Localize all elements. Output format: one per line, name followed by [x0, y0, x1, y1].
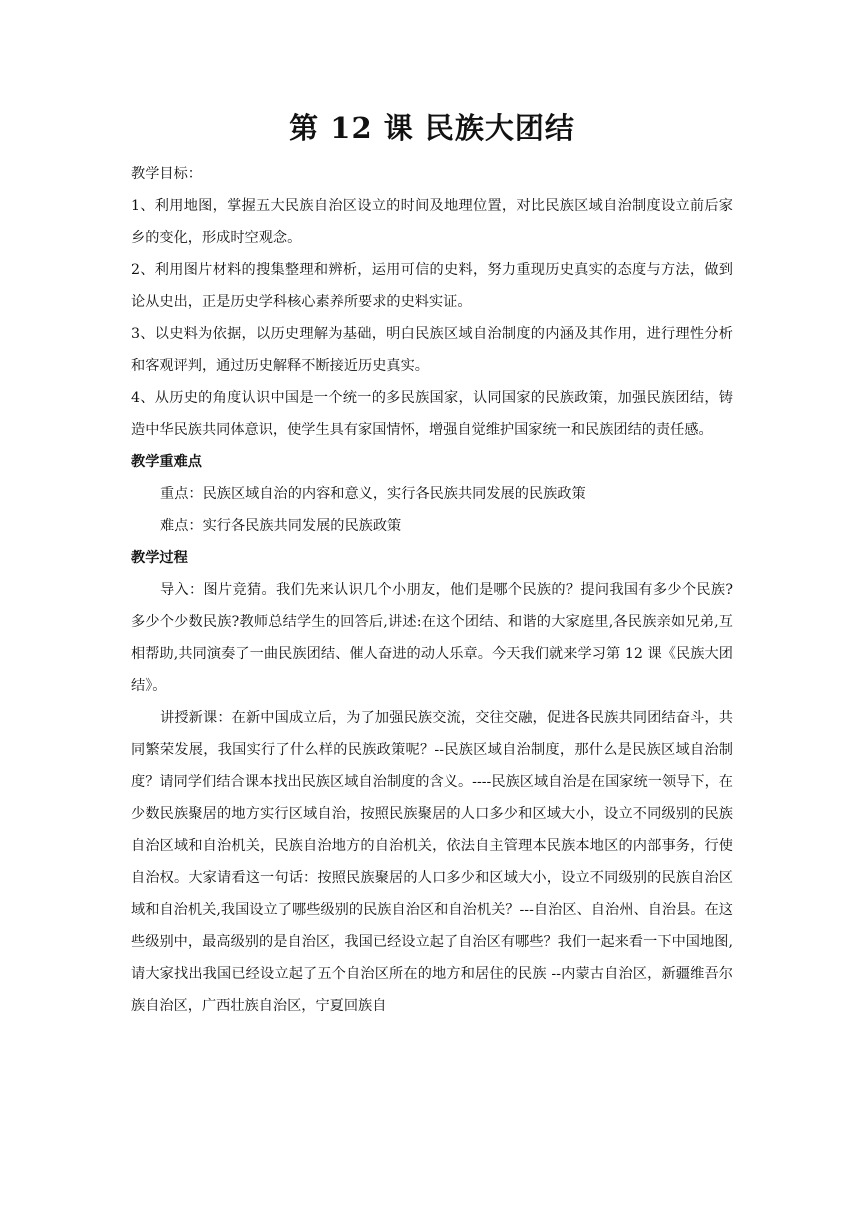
objectives-heading: 教学目标：: [131, 166, 202, 182]
lecture-paragraph: 讲授新课：在新中国成立后，为了加强民族交流，交往交融，促进各民族共同团结奋斗，共同繁荣发展，我国实行了什么样的民族政策呢？--民族区域自治制度，那什么是民族区域自治制度？请同学们结合课本找出民族区域自治制度的含义。----民族区域自治是在国家统一领导下，在少数民族聚居的地方实行区域自治，按照民族聚居的人口多少和区域大小，设立不同级别的民族自治区域和自治机关，民族自治地方的自治机关，依法自主管理本民族本地区的内部事务，行使自治权。大家请看这一句话：按照民族聚居的人口多少和区域大小，设立不同级别的民族自治区域和自治机关,我国设立了哪些级别的民族自治区和自治机关？---自治区、自治州、自治县。在这些级别中，最高级别的是自治区，我国已经设立起了自治区有哪些？我们一起来看一下中国地图,请大家找出我国已经设立起了五个自治区所在的地方和居住的民族 --内蒙古自治区，新疆维吾尔族自治区，广西壮族自治区，宁夏回族自: [131, 710, 733, 1014]
document-page: [131, 108, 733, 1022]
page-title: 第 12 课 民族大团结: [289, 111, 575, 145]
keypoints-heading: 教学重难点: [131, 454, 202, 470]
objective-item: 2、利用图片材料的搜集整理和辨析，运用可信的史料，努力重现历史真实的态度与方法，做到论从史出，正是历史学科核心素养所要求的史料实证。: [131, 262, 733, 310]
process-heading: 教学过程: [131, 550, 188, 566]
objective-item: 1、利用地图，掌握五大民族自治区设立的时间及地理位置，对比民族区域自治制度设立前后家乡的变化，形成时空观念。: [131, 198, 733, 246]
objective-item: 4、从历史的角度认识中国是一个统一的多民族国家，认同国家的民族政策，加强民族团结，铸造中华民族共同体意识，使学生具有家国情怀，增强自觉维护国家统一和民族团结的责任感。: [131, 390, 733, 438]
keypoint-text: 重点：民族区域自治的内容和意义，实行各民族共同发展的民族政策: [160, 486, 586, 502]
difficulty-text: 难点：实行各民族共同发展的民族政策: [160, 518, 402, 534]
objective-item: 3、以史料为依据，以历史理解为基础，明白民族区域自治制度的内涵及其作用，进行理性分析和客观评判，通过历史解释不断接近历史真实。: [131, 326, 733, 374]
intro-paragraph: 导入：图片竞猜。我们先来认识几个小朋友，他们是哪个民族的？提问我国有多少个民族?多少个少数民族?教师总结学生的回答后,讲述:在这个团结、和谐的大家庭里,各民族亲如兄弟,互相帮助,共同演奏了一曲民族团结、催人奋进的动人乐章。今天我们就来学习第 12 课《民族大团结》。: [131, 582, 733, 694]
